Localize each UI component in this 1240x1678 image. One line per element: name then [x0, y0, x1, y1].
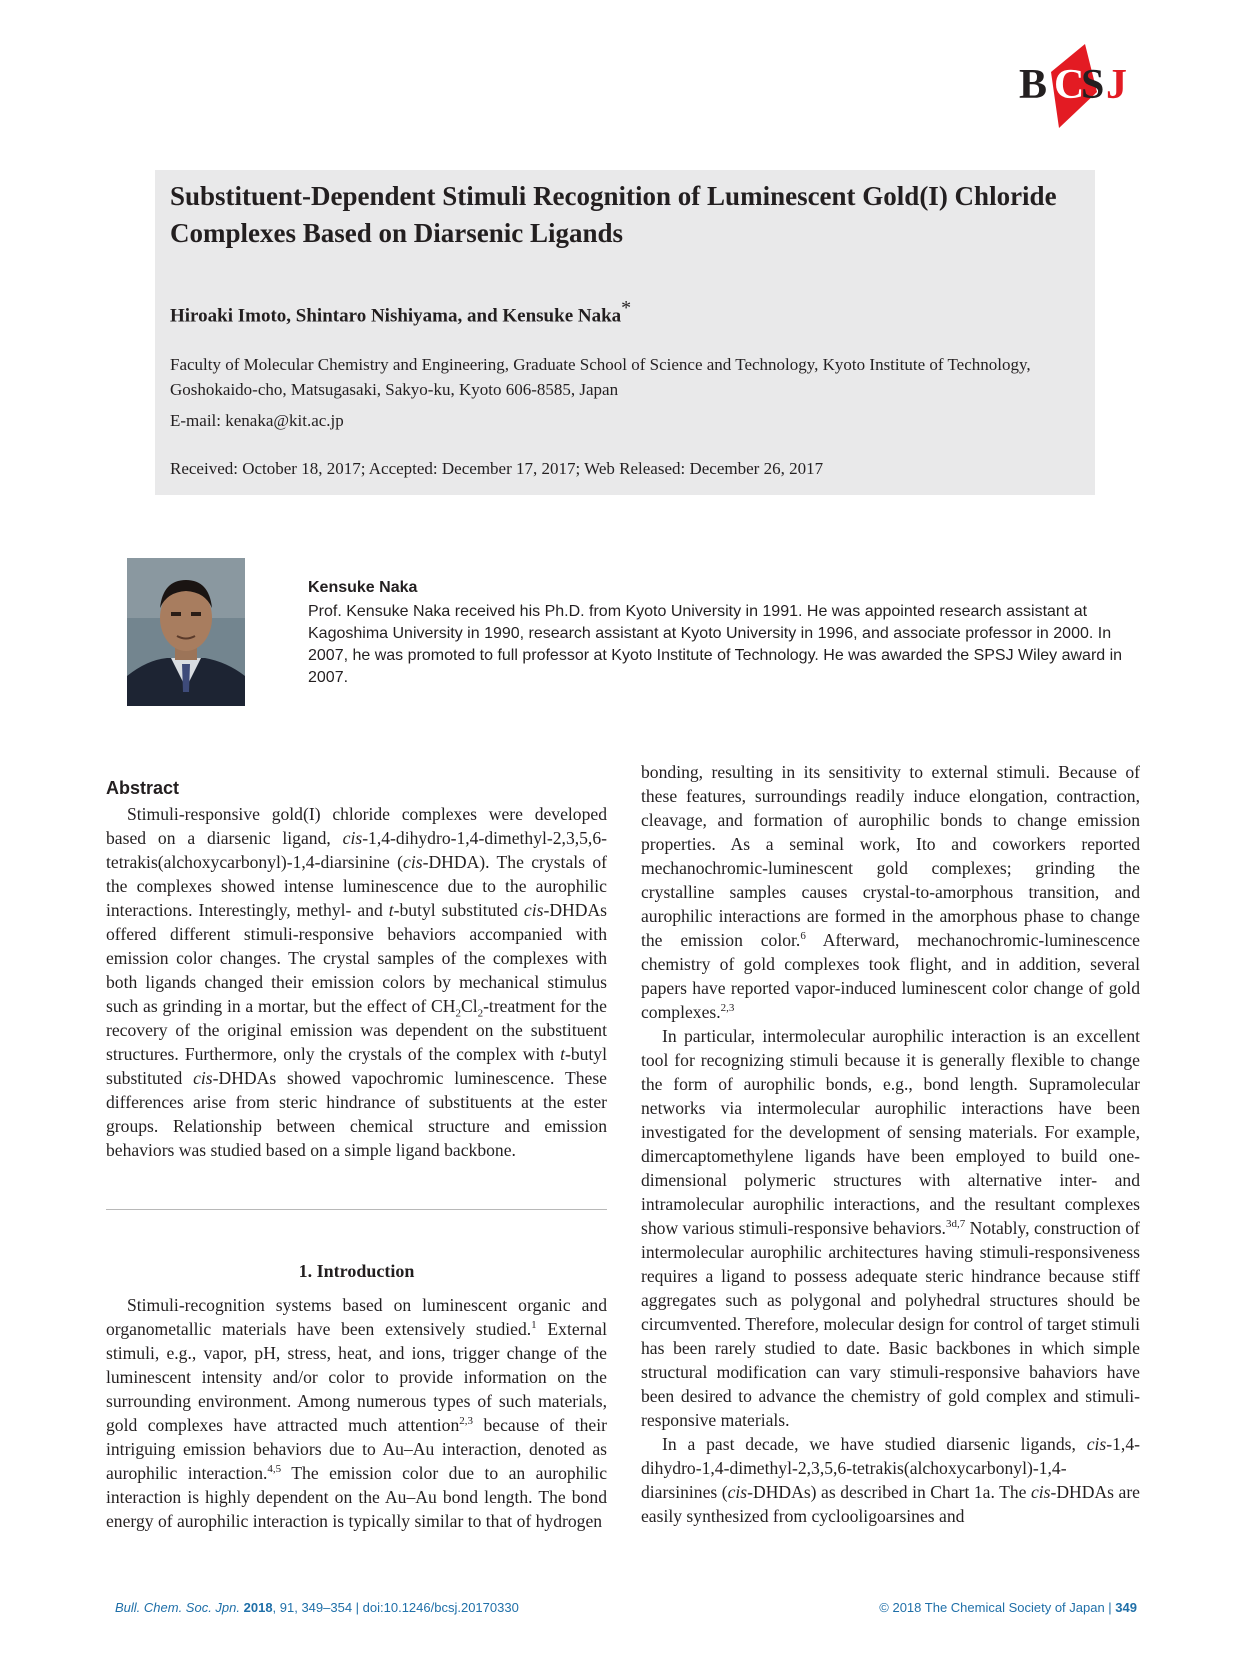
paragraph: In a past decade, we have studied diarsenic ligands, cis-1,4-dihydro-1,4-dimethyl-2,3,5,6-tetrakis(alchoxycarbonyl)-1,4-diarsinines (cis-DHDAs) as described in Chart 1a. The cis-DHDAs are easily synthesized from cyclooligoarsines and	[641, 1434, 1140, 1526]
author-photo	[127, 558, 245, 706]
bcsj-logo-icon	[1015, 40, 1135, 132]
bio-name: Kensuke Naka	[308, 579, 418, 596]
intro-text-left	[106, 1293, 607, 1533]
abstract-heading: Abstract	[106, 778, 180, 798]
citation: 4,5	[267, 1463, 282, 1476]
svg-text:B: B	[1019, 62, 1048, 108]
affiliation: Faculty of Molecular Chemistry and Engineering, Graduate School of Science and Technology, Kyoto Institute of Technology, Goshokaido-cho, Matsugasaki, Sakyo-ku, Kyoto 606-8585, Japan	[170, 355, 1031, 399]
citation: 6	[800, 930, 806, 943]
citation: 2,3	[459, 1415, 474, 1428]
intro-heading: 1. Introduction	[298, 1261, 415, 1281]
section-divider	[106, 1209, 607, 1210]
abstract-section	[106, 776, 607, 1162]
footer-copyright: © 2018 The Chemical Society of Japan | 349	[879, 1600, 1137, 1615]
citation: 1	[531, 1319, 537, 1332]
article-title: Substituent-Dependent Stimuli Recognition of Luminescent Gold(I) Chloride Complexes Based on Diarsenic Ligands	[170, 181, 1057, 248]
svg-text:J: J	[1106, 62, 1127, 108]
citation: 3d,7	[945, 1218, 966, 1231]
intro-paragraph: Stimuli-recognition systems based on luminescent organic and organometallic materials have been extensively studied.$^1$ External stimuli, e.g., vapor, pH, stress, heat, and ions, trigger change of the luminescent intensity and/or color to provide information on the surrounding environment. Among numerous types of such materials, gold complexes have attracted much attention$^{2,3}$ because of their intriguing emission behaviors due to Au–Au interaction, denoted as aurophilic interaction.$^{4,5}$ The emission color due to an aurophilic interaction is highly dependent on the Au–Au bond length. The bond energy of aurophilic interaction is typically similar to that of hydrogen	[106, 1295, 607, 1531]
page-number: 349	[1115, 1600, 1137, 1615]
citation: 2,3	[720, 1002, 735, 1015]
email[interactable]: E-mail: kenaka@kit.ac.jp	[170, 411, 344, 430]
author-portrait-icon	[127, 558, 245, 706]
bio-text: Prof. Kensuke Naka received his Ph.D. from Kyoto University in 1991. He was appointed research assistant at Kagoshima University in 1990, research assistant at Kyoto University in 1996, and associate professor in 2000. In 2007, he was promoted to full professor at Kyoto Institute of Technology. He was awarded the SPSJ Wiley award in 2007.	[308, 603, 1123, 686]
publication-dates: Received: October 18, 2017; Accepted: December 17, 2017; Web Released: December 26, 2017	[170, 459, 824, 478]
journal-logo	[1015, 40, 1135, 132]
paragraph: In particular, intermolecular aurophilic interaction is an excellent tool for recognizing stimuli because it is generally flexible to change the form of aurophilic bonds, e.g., bond length. Supramolecular networks via intermolecular aurophilic interactions have been investigated for the development of sensing materials. For example, dimercaptomethylene ligands have been employed to build one-dimensional polymeric structures with alternative inter- and intramolecular aurophilic interactions, and the resultant complexes show various stimuli-responsive behaviors.$^{3d,7}$ Notably, construction of intermolecular aurophilic architectures having stimuli-responsiveness requires a ligand to possess adequate steric hindrance because stiff aggregates such as polygonal and polyhedral structures should be circumvented. Therefore, molecular design for control of target stimuli has been rarely studied to date. Basic backbones in which simple structural modification can vary stimuli-responsive bahaviors have been desired to advance the chemistry of gold complex and stimuli-responsive materials.	[641, 1026, 1140, 1430]
intro-text-right	[641, 760, 1140, 1528]
corresponding-mark: *	[621, 297, 632, 319]
svg-text:C: C	[1054, 62, 1085, 108]
author-list: Hiroaki Imoto, Shintaro Nishiyama, and Kensuke Naka*	[170, 297, 632, 327]
paragraph: bonding, resulting in its sensitivity to external stimuli. Because of these features, surroundings readily induce elongation, contraction, cleavage, and formation of aurophilic bonds to change emission properties. As a seminal work, Ito and coworkers reported mechanochromic-luminescent gold complexes; grinding the crystalline samples causes crystal-to-amorphous transition, and aurophilic interactions are formed in the amorphous phase to change the emission color.$^6$ Afterward, mechanochromic-luminescence chemistry of gold complexes took flight, and in addition, several papers have reported vapor-induced luminescent color change of gold complexes.$^{2,3}$	[641, 762, 1140, 1022]
svg-text:S: S	[1081, 62, 1105, 108]
abstract-text: Stimuli-responsive gold(I) chloride complexes were developed based on a diarsenic ligand, cis-1,4-dihydro-1,4-dimethyl-2,3,5,6-tetrakis(alchoxycarbonyl)-1,4-diarsinine (cis-DHDA). The crystals of the complexes showed intense luminescence due to the aurophilic interactions. Interestingly, methyl- and t-butyl substituted cis-DHDAs offered different stimuli-responsive behaviors accompanied with emission color changes. The crystal samples of the complexes with both ligands changed their emission colors by mechanical stimulus such as grinding in a mortar, but the effect of $CH_2Cl_2$-treatment for the recovery of the original emission was dependent on the substituent structures. Furthermore, only the crystals of the complex with t-butyl substituted cis-DHDAs showed vapochromic luminescence. These differences arise from steric hindrance of substituents at the ester groups. Relationship between chemical structure and emission behaviors was studied based on a simple ligand backbone.	[106, 804, 607, 1160]
footer-citation[interactable]: Bull. Chem. Soc. Jpn. 2018, 91, 349–354 | doi:10.1246/bcsj.20170330	[115, 1600, 519, 1615]
